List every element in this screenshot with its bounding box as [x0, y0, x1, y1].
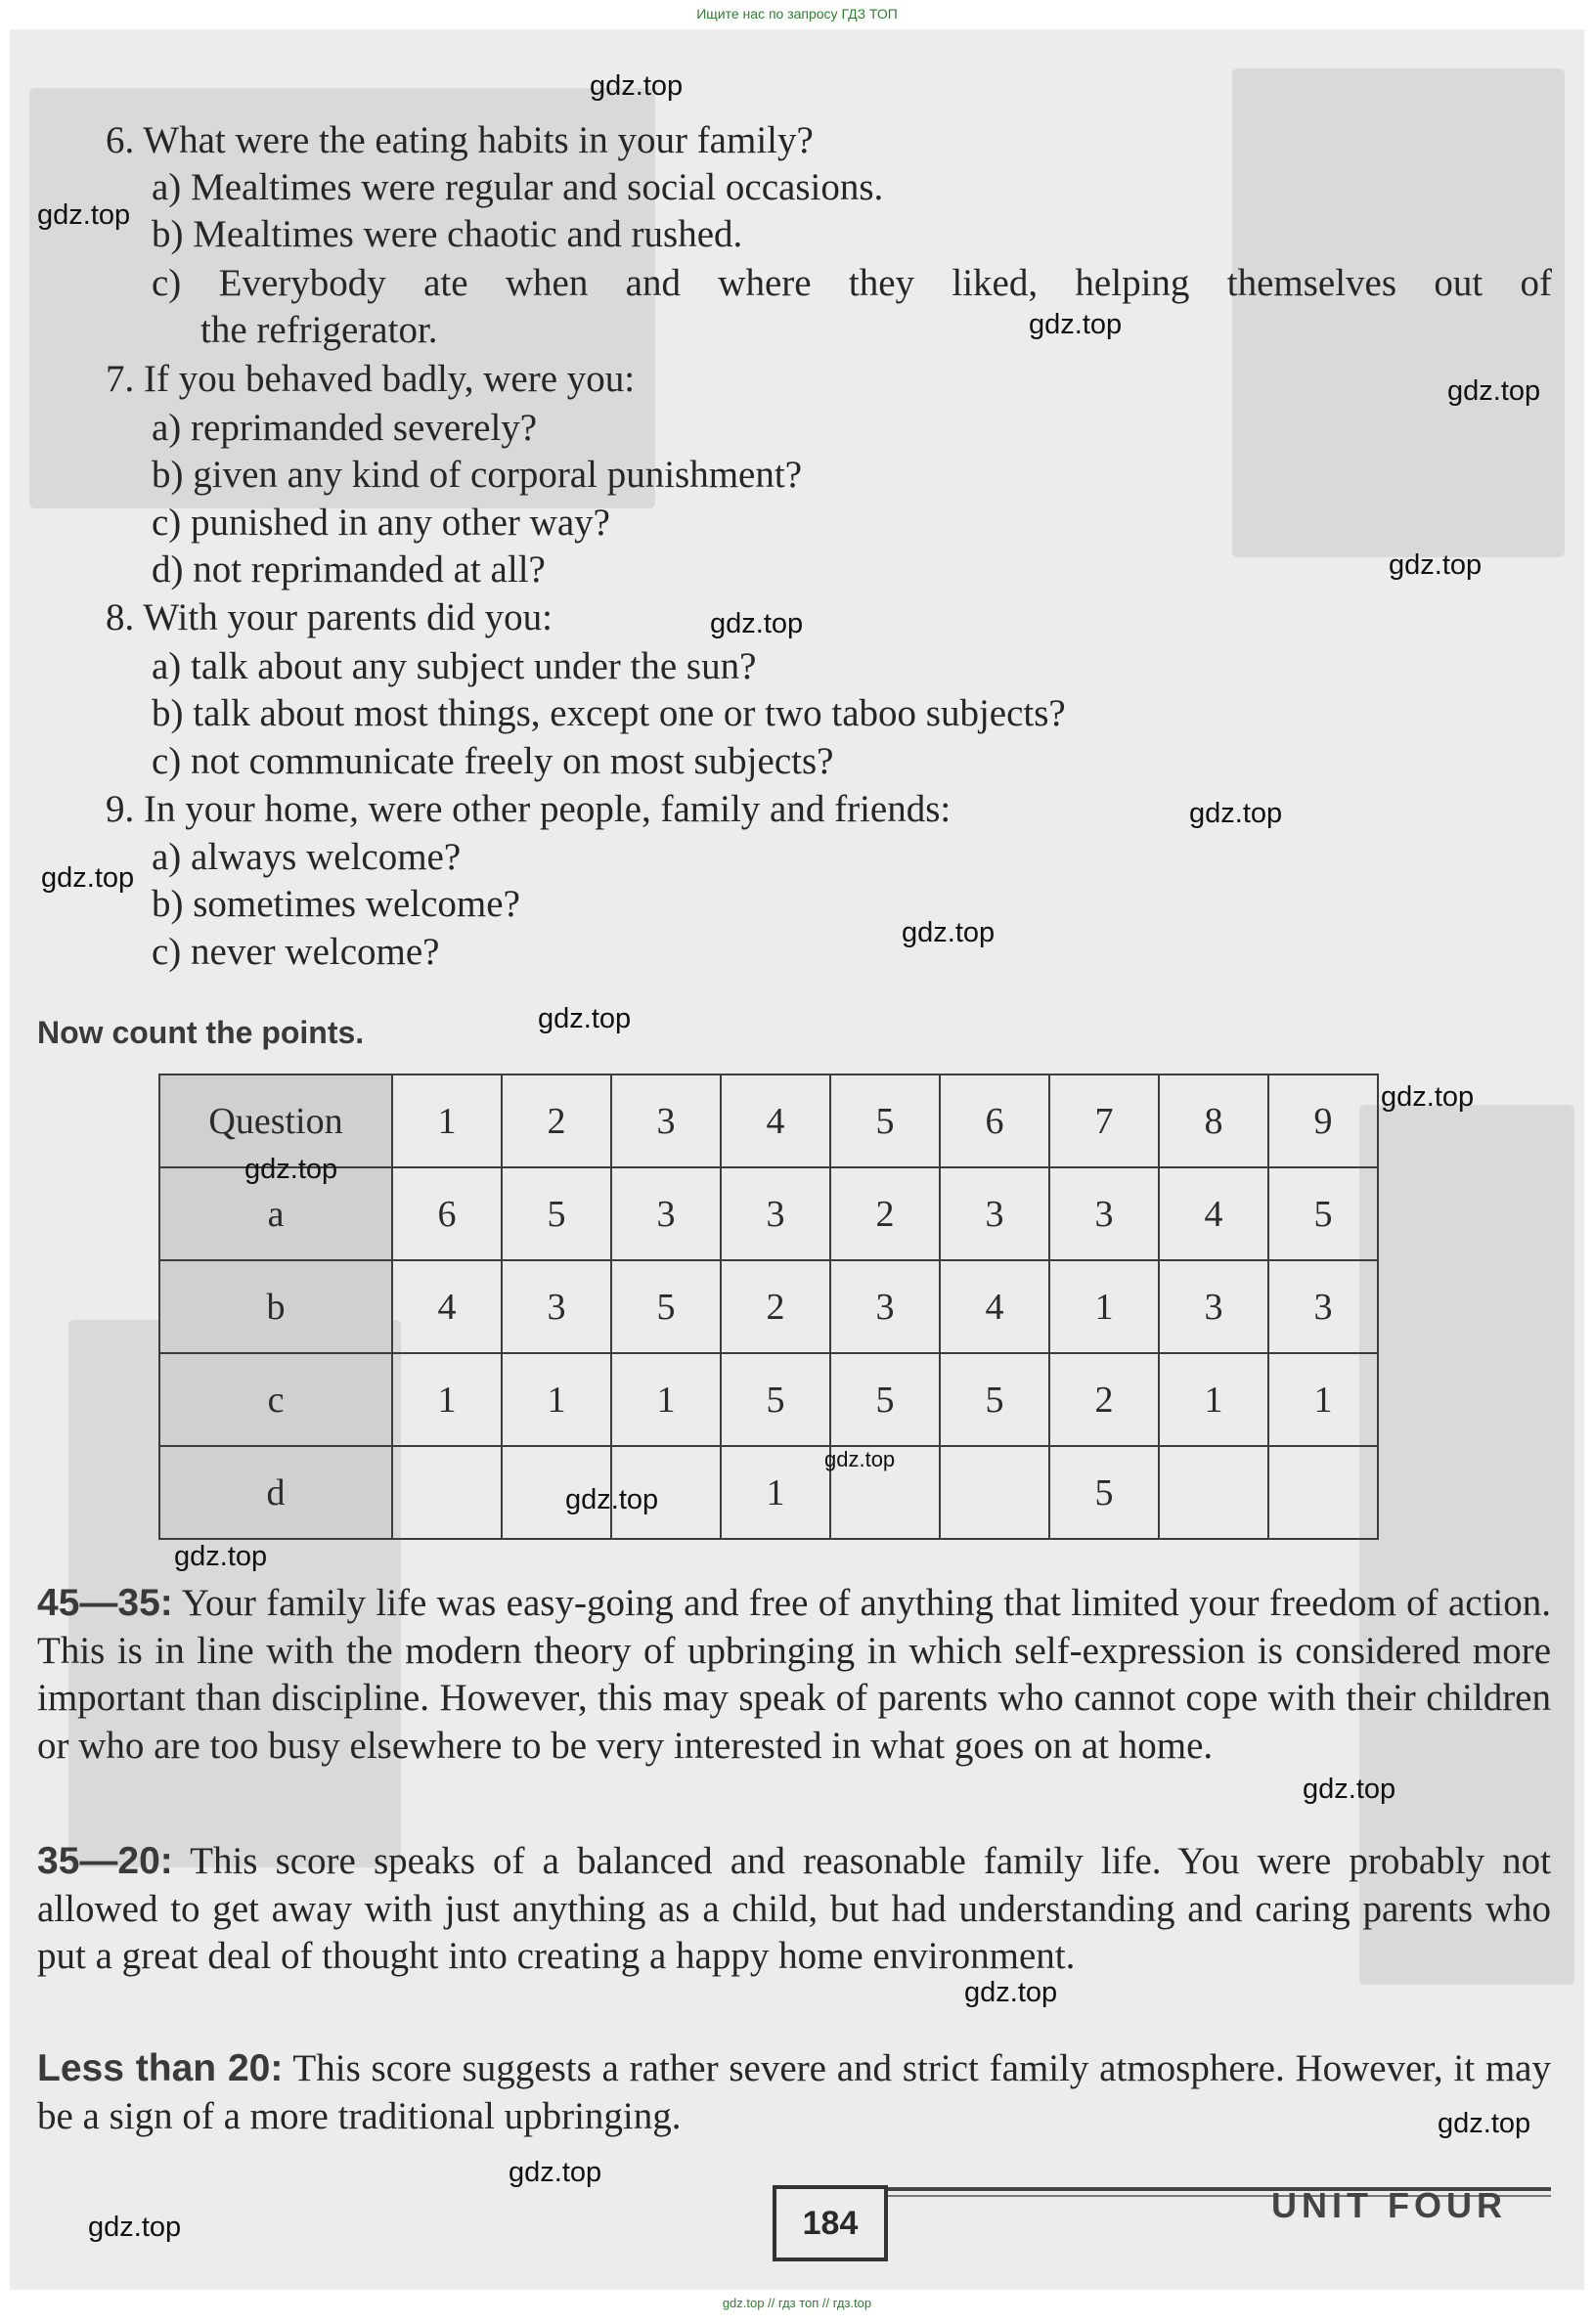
question-7-option-a: a) reprimanded severely?	[152, 407, 538, 449]
question-8: 8. With your parents did you:	[106, 596, 553, 638]
question-9-option-b: b) sometimes welcome?	[152, 883, 520, 925]
table-cell: 1	[611, 1353, 721, 1446]
table-cell: 3	[1049, 1167, 1159, 1260]
table-cell: 5	[1268, 1167, 1378, 1260]
page-number: 184	[773, 2185, 888, 2261]
unit-label: UNIT FOUR	[1271, 2185, 1507, 2225]
watermark-text: gdz.top	[1447, 375, 1541, 407]
table-cell: 2	[1049, 1353, 1159, 1446]
result-range: 35—20:	[37, 1840, 173, 1882]
watermark-text: gdz.top	[1438, 2108, 1531, 2139]
table-header-cell: 8	[1159, 1074, 1268, 1167]
table-cell: 3	[940, 1167, 1049, 1260]
question-7-option-b: b) given any kind of corporal punishment?	[152, 454, 802, 496]
table-cell: 5	[940, 1353, 1049, 1446]
table-cell: 1	[721, 1446, 830, 1539]
question-9-option-c: c) never welcome?	[152, 931, 440, 973]
table-cell: d	[159, 1446, 392, 1539]
table-cell: 3	[611, 1167, 721, 1260]
table-header-cell: 7	[1049, 1074, 1159, 1167]
result-text: This score suggests a rather severe and strict family atmosphere. However, it may be a sign of a more traditional upbringing.	[37, 2047, 1551, 2137]
result-paragraph-45-35	[37, 1580, 1551, 1770]
table-row	[159, 1260, 1378, 1353]
table-cell: a	[159, 1167, 392, 1260]
question-7-option-c: c) punished in any other way?	[152, 502, 610, 544]
question-7: 7. If you behaved badly, were you:	[106, 358, 636, 400]
table-header-cell: Question	[159, 1074, 392, 1167]
table-header-row	[159, 1074, 1378, 1167]
watermark-text: gdz.top	[565, 1484, 659, 1515]
watermark-text: gdz.top	[590, 70, 684, 102]
watermark-text: gdz.top	[509, 2157, 602, 2188]
table-header-cell: 4	[721, 1074, 830, 1167]
count-points-heading: Now count the points.	[37, 1015, 365, 1050]
watermark-text: gdz.top	[37, 199, 131, 231]
table-cell: 2	[830, 1167, 940, 1260]
watermark-text: gdz.top	[1389, 549, 1483, 581]
table-cell: 5	[611, 1260, 721, 1353]
watermark-text: gdz.top	[88, 2212, 182, 2243]
watermark-text: gdz.top	[710, 608, 804, 639]
table-row	[159, 1167, 1378, 1260]
question-8-option-c: c) not communicate freely on most subjects?	[152, 740, 834, 782]
table-header-cell: 9	[1268, 1074, 1378, 1167]
table-cell: 1	[392, 1353, 502, 1446]
table-cell: 5	[830, 1353, 940, 1446]
watermark-text: gdz.top	[1029, 309, 1123, 340]
table-cell: 1	[1268, 1353, 1378, 1446]
table-header-cell: 2	[502, 1074, 611, 1167]
table-cell: 3	[830, 1260, 940, 1353]
watermark-text: gdz.top	[1381, 1081, 1475, 1113]
question-6-option-a: a) Mealtimes were regular and social occasions.	[152, 166, 884, 208]
table-cell: 5	[502, 1167, 611, 1260]
question-9: 9. In your home, were other people, family and friends:	[106, 788, 952, 830]
table-cell: 5	[1049, 1446, 1159, 1539]
table-cell: 1	[502, 1353, 611, 1446]
question-6-option-b: b) Mealtimes were chaotic and rushed.	[152, 213, 743, 255]
watermark-text: gdz.top	[824, 1447, 896, 1471]
table-cell	[1268, 1446, 1378, 1539]
table-row	[159, 1353, 1378, 1446]
watermark-text: gdz.top	[902, 917, 996, 948]
table-row	[159, 1446, 1378, 1539]
result-range: 45—35:	[37, 1582, 173, 1624]
table-header-cell: 3	[611, 1074, 721, 1167]
watermark-text: gdz.top	[964, 1977, 1058, 2008]
table-cell: 4	[940, 1260, 1049, 1353]
table-cell	[1159, 1446, 1268, 1539]
table-cell: 5	[721, 1353, 830, 1446]
table-cell: 6	[392, 1167, 502, 1260]
table-cell: 1	[1159, 1353, 1268, 1446]
table-cell: 1	[1049, 1260, 1159, 1353]
table-cell: c	[159, 1353, 392, 1446]
question-7-option-d: d) not reprimanded at all?	[152, 548, 546, 591]
table-cell	[940, 1446, 1049, 1539]
table-cell: 4	[392, 1260, 502, 1353]
question-6: 6. What were the eating habits in your family?	[106, 119, 814, 161]
result-paragraph-35-20	[37, 1838, 1551, 1981]
bottom-banner: gdz.top // гдз топ // гдз.top	[722, 2296, 872, 2310]
question-6-option-c: c) Everybody ate when and where they liked, helping themselves out of	[152, 262, 1552, 304]
result-text: This score speaks of a balanced and reasonable family life. You were probably not allowed to get away with just anything as a child, but had understanding and caring parents who put a great deal of thought into creating a happy home environment.	[37, 1840, 1551, 1977]
table-cell: b	[159, 1260, 392, 1353]
table-cell	[392, 1446, 502, 1539]
table-cell: 2	[721, 1260, 830, 1353]
question-6-option-c-continued: the refrigerator.	[200, 309, 438, 351]
points-table	[158, 1074, 1379, 1540]
table-header-cell: 1	[392, 1074, 502, 1167]
watermark-text: gdz.top	[1189, 798, 1283, 829]
result-range: Less than 20:	[37, 2047, 284, 2089]
watermark-text: gdz.top	[174, 1541, 268, 1572]
table-header-cell: 5	[830, 1074, 940, 1167]
table-cell: 3	[721, 1167, 830, 1260]
question-9-option-a: a) always welcome?	[152, 836, 462, 878]
result-paragraph-less-than-20	[37, 2045, 1551, 2140]
watermark-text: gdz.top	[538, 1003, 632, 1034]
table-header-cell: 6	[940, 1074, 1049, 1167]
table-cell: 3	[502, 1260, 611, 1353]
top-banner: Ищите нас по запросу ГДЗ ТОП	[696, 6, 898, 22]
question-8-option-a: a) talk about any subject under the sun?	[152, 645, 757, 687]
table-cell: 3	[1159, 1260, 1268, 1353]
watermark-text: gdz.top	[244, 1154, 338, 1185]
table-cell: 4	[1159, 1167, 1268, 1260]
table-cell: 3	[1268, 1260, 1378, 1353]
question-8-option-b: b) talk about most things, except one or two taboo subjects?	[152, 692, 1066, 734]
result-text: Your family life was easy-going and free of anything that limited your freedom of action. This is in line with the modern theory of upbringing in which self-expression is considered more important than discipline. However, this may speak of parents who cannot cope with their children or who are too busy elsewhere to be very interested in what goes on at home.	[37, 1582, 1551, 1767]
watermark-text: gdz.top	[41, 862, 135, 894]
watermark-text: gdz.top	[1303, 1774, 1396, 1805]
